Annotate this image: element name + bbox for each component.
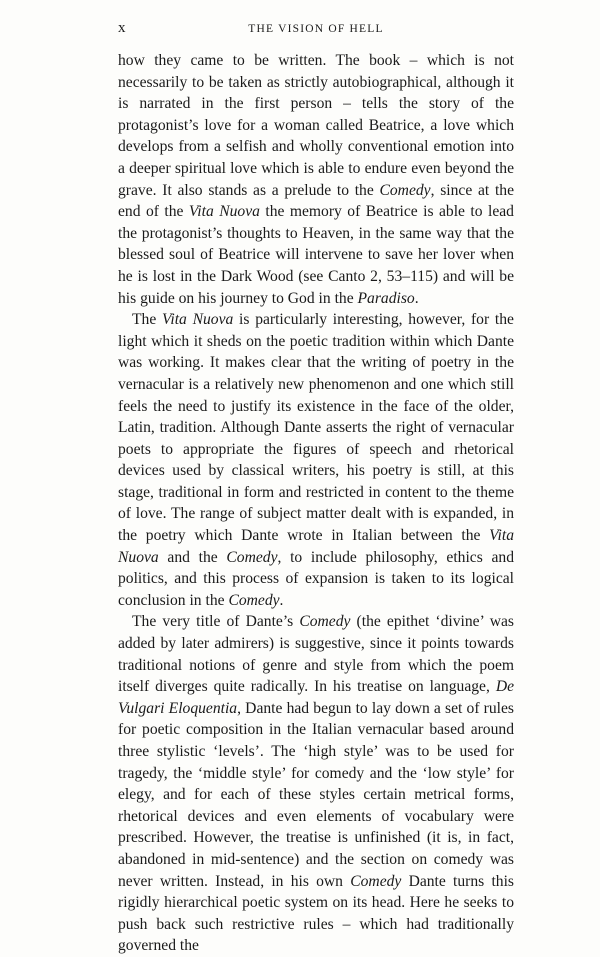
italic-run: Comedy	[299, 613, 351, 631]
text-run: is particularly interesting, however, for the light which it sheds on the poetic tradition within which Dante was working. It makes clear that the writing of poetry in the vernacular is a relatively new phenomenon and one which still feels the need to justify its existence in the face of the older, Latin, tradition. Although Dante asserts the right of vernacular poets to appropriate the figures of speech and rhetorical devices used by classical writers, his poetry is still, at this stage, traditional in form and restricted in content to the theme of love. The range of subject matter dealt with is expanded, in the poetry which Dante wrote in Italian between the	[118, 311, 514, 545]
running-title: THE VISION OF HELL	[248, 23, 384, 35]
body-text	[118, 50, 514, 957]
paragraph	[118, 50, 514, 309]
italic-run: Vita Nuova	[188, 203, 260, 221]
italic-run: Comedy	[228, 591, 280, 609]
text-run: the memory of Beatrice is able to lead the protagonist’s thoughts to Heaven, in the same way that the blessed soul of Beatrice will intervene to save her lover when he is lost in the Dark Wood (see Canto 2, 53–115) and will be his guide on his journey to God in the	[118, 203, 514, 307]
italic-run: Vita Nuova	[118, 527, 514, 566]
italic-run: Comedy	[379, 181, 431, 199]
text-run: , Dante had begun to lay down a set of rules for poetic composition in the Italian vernacular based around three stylistic ‘levels’. The ‘high style’ was to be used for tragedy, the ‘middle style’ for comedy and the ‘low style’ for elegy, and for each of these styles certain metrical forms, rhetorical devices and even elements of vocabulary were prescribed. However, the treatise is unfinished (it is, in fact, abandoned in mid-sentence) and the section on comedy was never written. Instead, in his own	[118, 699, 514, 890]
text-run: , since at the end of the	[118, 181, 514, 221]
italic-run: Comedy	[226, 548, 278, 566]
text-run: , to include philosophy, ethics and politics, and this process of expansion is taken to its logical conclusion in the	[118, 548, 514, 609]
italic-run: De Vulgari Eloquentia	[118, 678, 514, 717]
italic-run: Vita Nuova	[162, 311, 234, 329]
running-head: x THE VISION OF HELL	[118, 20, 514, 50]
text-run: .	[414, 289, 419, 307]
text-run: .	[279, 591, 284, 609]
text-run: how they came to be written. The book – which is not necessarily to be taken as strictly autobiographical, although it is narrated in the first person – tells the story of the protagonist’s love for a woman called Beatrice, a love which develops from a selfish and wholly conventional emotion into a deeper spiritual love which is able to endure even beyond the grave. It also stands as a prelude to the	[118, 52, 514, 199]
italic-run: Comedy	[350, 872, 402, 890]
text-run: The	[132, 311, 162, 329]
text-run: The very title of Dante’s	[132, 613, 300, 631]
text-run: Dante turns this rigidly hierarchical poetic system on its head. Here he seeks to push back such restrictive rules – which had traditionally governed the	[118, 872, 515, 955]
text-run: and the	[158, 548, 227, 566]
paragraph	[118, 309, 514, 611]
text-run: (the epithet ‘divine’ was added by later admirers) is suggestive, since it points towards traditional notions of genre and style from which the poem itself diverges quite radically. In his treatise on language,	[118, 613, 514, 696]
italic-run: Paradiso	[357, 289, 415, 307]
paragraph	[118, 611, 514, 957]
